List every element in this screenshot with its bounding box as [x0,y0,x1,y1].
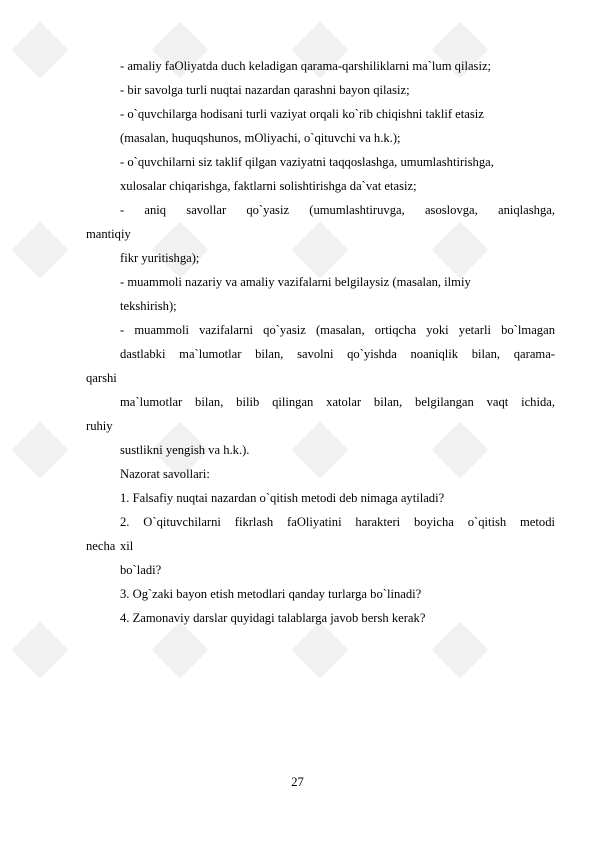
text-line: (masalan, huquqshunos, mOliyachi, o`qituvchi va h.k.); [120,131,401,145]
text-line: - amaliy faOliyatda duch keladigan qarama-qarshiliklarni ma`lum qilasiz; [120,59,492,73]
text-line: qarshi [86,371,117,385]
question-item: 3. Og`zaki bayon etish metodlari qanday turlarga bo`linadi? [120,587,422,601]
text-line: fikr yuritishga); [120,251,200,265]
text-line: - bir savolga turli nuqtai nazardan qarashni bayon qilasiz; [120,83,410,97]
text-line: dastlabki ma`lumotlar bilan, savolni qo`yishda noaniqlik bilan, qarama- [120,347,555,361]
text-line: - aniq savollar qo`yasiz (umumlashtiruvga, asoslovga, aniqlashga, [120,203,555,217]
text-line: sustlikni yengish va h.k.). [120,443,250,457]
text-line: - o`quvchilarni siz taklif qilgan vaziyatni taqqoslashga, umumlashtirishga, [120,155,494,169]
text-line: xil [120,539,134,553]
text-line: - o`quvchilarga hodisani turli vaziyat orqali ko`rib chiqishni taklif etasiz [120,107,484,121]
text-line: tekshirish); [120,299,177,313]
question-item: 2. O`qituvchilarni fikrlash faOliyatini harakteri boyicha o`qitish metodi [120,515,555,529]
text-line: - muammoli vazifalarni qo`yasiz (masalan, ortiqcha yoki yetarli bo`lmagan [120,323,555,337]
page-number: 27 [291,775,304,789]
text-line: ma`lumotlar bilan, bilib qilingan xatolar bilan, belgilangan vaqt ichida, [120,395,555,409]
question-item: 4. Zamonaviy darslar quyidagi talablarga javob bersh kerak? [120,611,426,625]
text-line: necha [86,539,116,553]
section-heading: Nazorat savollari: [120,467,210,481]
text-line: mantiqiy [86,227,131,241]
text-line: bo`ladi? [120,563,162,577]
text-line: xulosalar chiqarishga, faktlarni solishtirishga da`vat etasiz; [120,179,417,193]
question-item: 1. Falsafiy nuqtai nazardan o`qitish metodi deb nimaga aytiladi? [120,491,445,505]
text-line: - muammoli nazariy va amaliy vazifalarni belgilaysiz (masalan, ilmiy [120,275,471,289]
text-line: ruhiy [86,419,113,433]
